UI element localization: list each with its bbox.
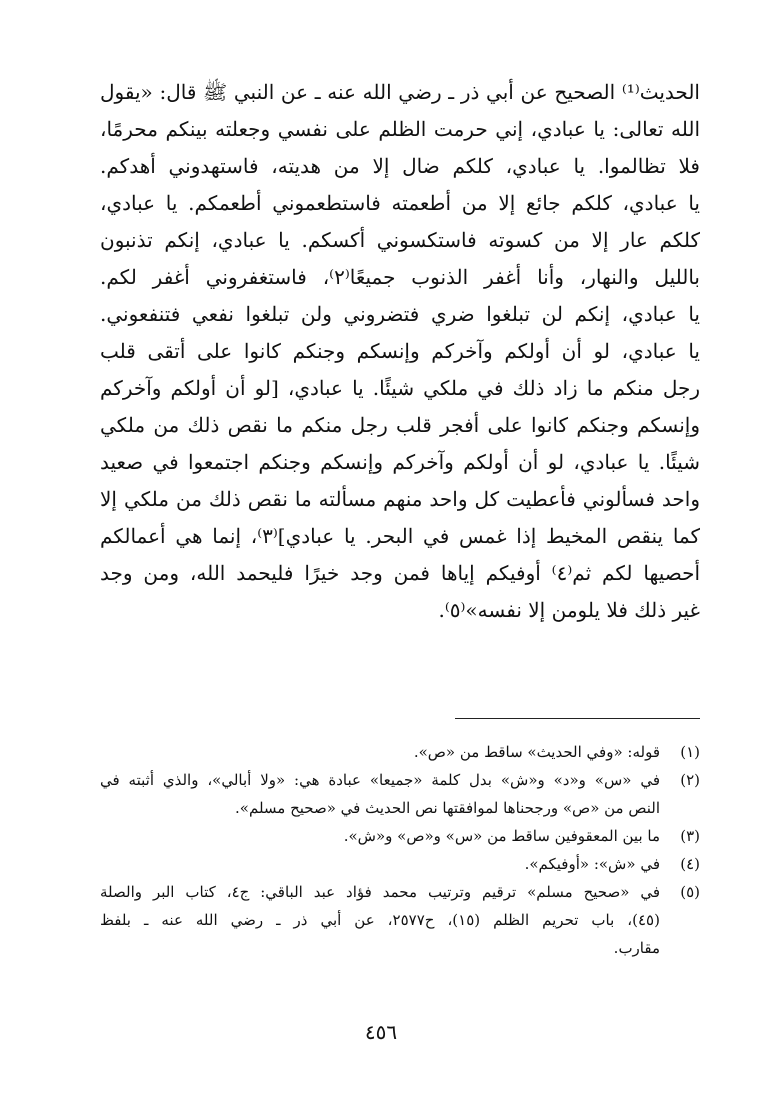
text-line: يا عبادي، لو أن أولكم وآخركم وإنسكم وجنكم كانوا على أتقى قلب [100, 339, 700, 363]
text-line: الحديث⁽¹⁾ الصحيح عن أبي ذر ـ رضي الله عنه ـ عن النبي ﷺ قال: «يقول [100, 80, 700, 104]
footnote-line: في «صحيح مسلم» ترقيم وترتيب محمد فؤاد عبد الباقي: ج٤، كتاب البر والصلة [100, 883, 660, 901]
footnote-5 [100, 878, 700, 962]
text-line: بالليل والنهار، وأنا أغفر الذنوب جميعًا⁽٢⁾، فاستغفروني أغفر لكم. [100, 265, 700, 289]
text-line: غير ذلك فلا يلومن إلا نفسه»⁽٥⁾. [438, 598, 700, 622]
footnote-4 [100, 850, 700, 878]
footnote-separator [455, 718, 700, 719]
text-line: الله تعالى: يا عبادي، إني حرمت الظلم على نفسي وجعلته بينكم محرمًا، [100, 117, 700, 141]
text-line: كلكم عار إلا من كسوته فاستكسوني أكسكم. يا عبادي، إنكم تذنبون [100, 228, 700, 252]
footnote-number: (٤) [680, 855, 700, 873]
footnote-1 [100, 738, 700, 766]
page-number: ٤٥٦ [364, 1020, 398, 1044]
text-line: كما ينقص المخيط إذا غمس في البحر. يا عبادي]⁽٣⁾، إنما هي أعمالكم [100, 524, 700, 548]
text-line: يا عبادي، كلكم جائع إلا من أطعمته فاستطعموني أطعمكم. يا عبادي، [100, 191, 700, 215]
footnote-number: (٢) [680, 771, 700, 789]
text-line: يا عبادي، إنكم لن تبلغوا ضري فتضروني ولن تبلغوا نفعي فتنفعوني. [100, 302, 700, 326]
footnote-line: مقارب. [613, 939, 660, 957]
footnote-line: ما بين المعقوفين ساقط من «س» و«ص» و«ش». [343, 827, 660, 845]
footnote-number: (١) [680, 743, 700, 761]
text-line: وإنسكم وجنكم كانوا على أفجر قلب رجل منكم ما نقص ذلك من ملكي [100, 413, 700, 437]
footnote-line: النص من «ص» ورجحناها لموافقتها نص الحديث في «صحيح مسلم». [235, 799, 660, 817]
text-line: أحصيها لكم ثم⁽٤⁾ أوفيكم إياها فمن وجد خيرًا فليحمد الله، ومن وجد [100, 561, 700, 585]
footnote-2 [100, 766, 700, 822]
footnote-line: قوله: «وفي الحديث» ساقط من «ص». [413, 743, 660, 761]
text-line: شيئًا. يا عبادي، لو أن أولكم وآخركم وإنسكم وجنكم اجتمعوا في صعيد [100, 450, 700, 474]
footnote-line: في «س» و«د» و«ش» بدل كلمة «جميعا» عبادة هي: «ولا أبالي»، والذي أثبته في [100, 771, 660, 789]
footnote-line: في «ش»: «أوفيكم». [524, 855, 660, 873]
footnote-number: (٣) [680, 827, 700, 845]
text-line: فلا تظالموا. يا عبادي، كلكم ضال إلا من هديته، فاستهدوني أهدكم. [100, 154, 700, 178]
footnote-3 [100, 822, 700, 850]
hadith-text-block [100, 74, 700, 629]
footnote-line: (٤٥)، باب تحريم الظلم (١٥)، ح٢٥٧٧، عن أبي ذر ـ رضي الله عنه ـ بلفظ [100, 911, 660, 929]
footnotes-block [100, 738, 700, 962]
text-line: رجل منكم ما زاد ذلك في ملكي شيئًا. يا عبادي، [لو أن أولكم وآخركم [100, 376, 700, 400]
text-line: واحد فسألوني فأعطيت كل واحد منهم مسألته ما نقص ذلك من ملكي إلا [100, 487, 700, 511]
footnote-number: (٥) [680, 883, 700, 901]
